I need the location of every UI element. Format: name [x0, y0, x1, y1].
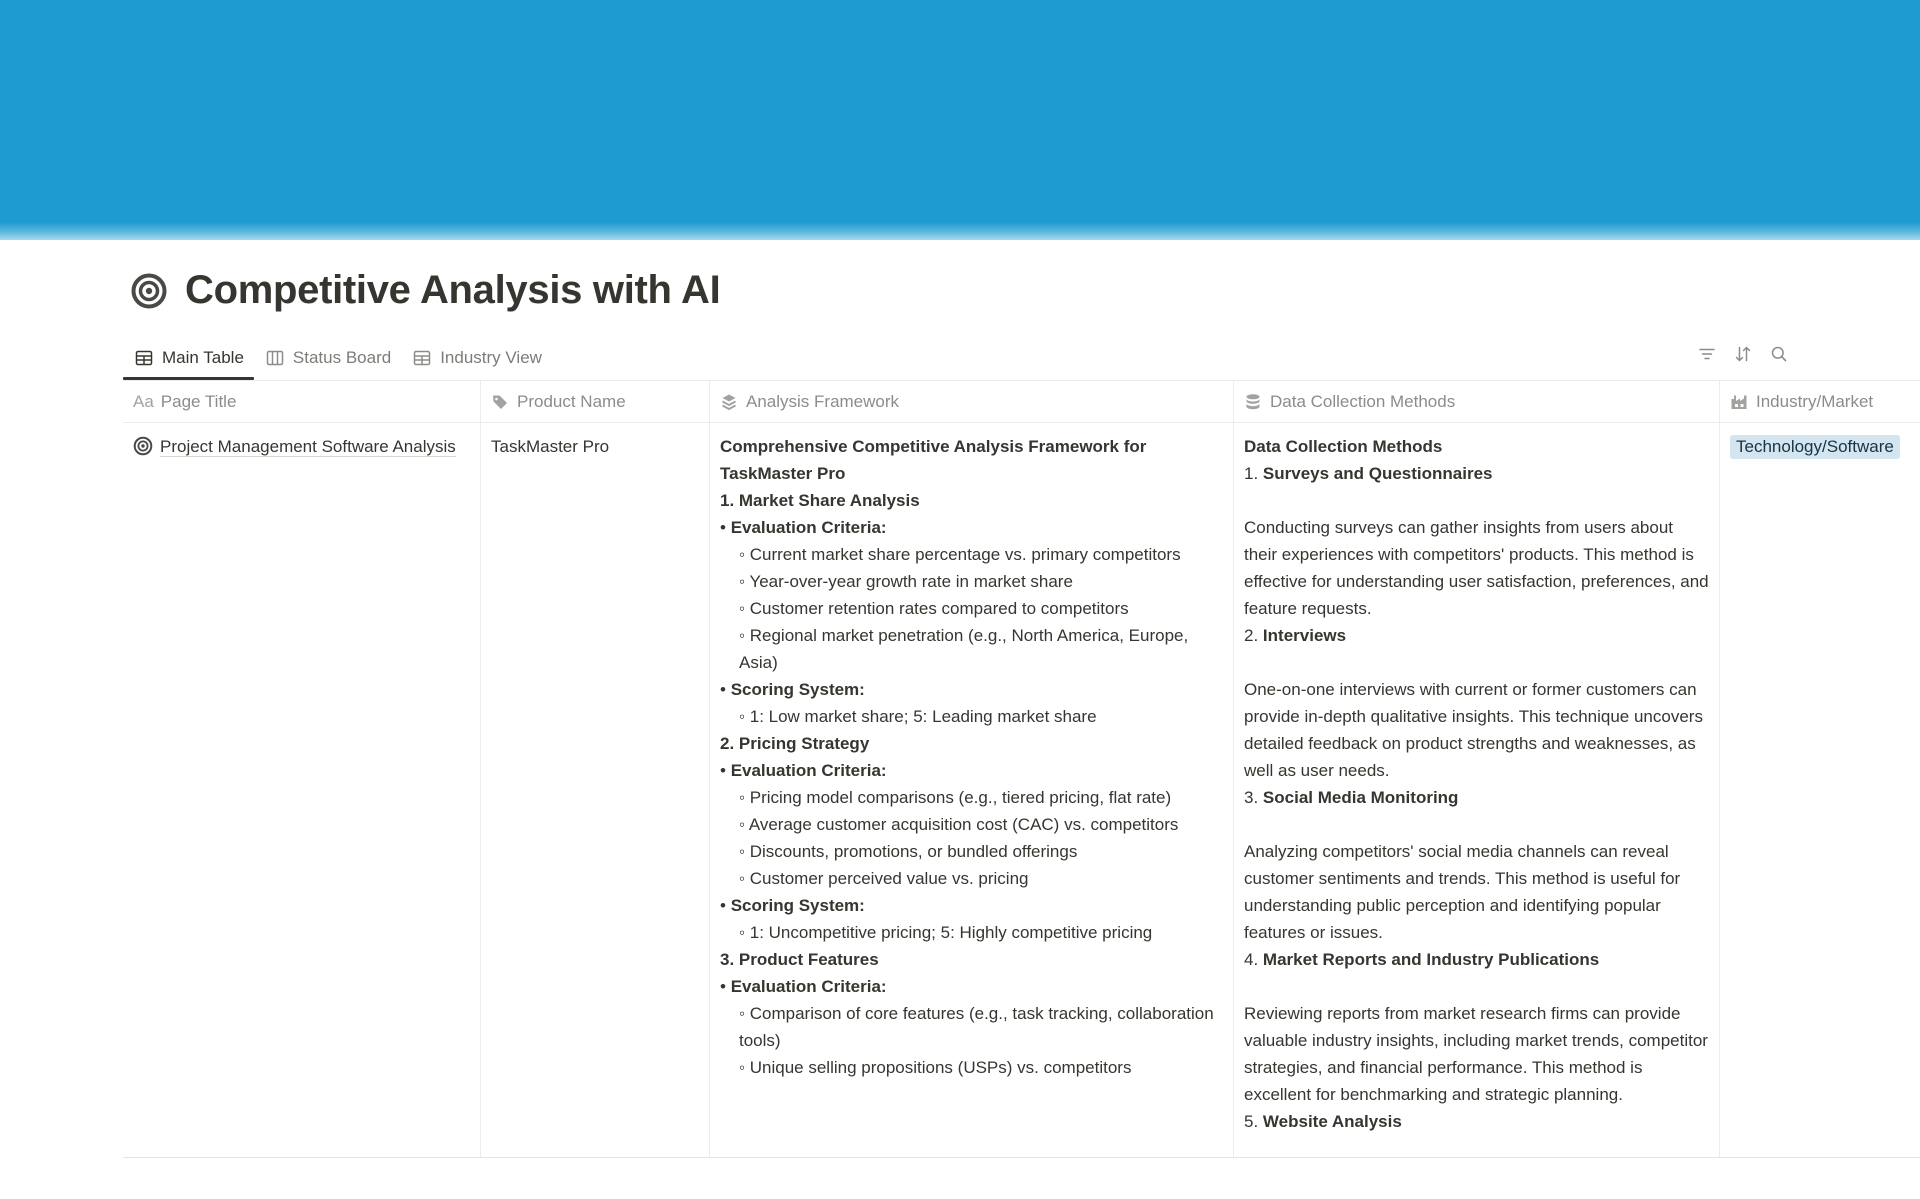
tab-label: Main Table — [162, 348, 244, 367]
sort-button[interactable] — [1732, 343, 1754, 365]
framework-bullet: • Scoring System: — [720, 896, 865, 915]
cell-analysis-framework[interactable] — [710, 423, 1234, 1157]
tag-icon — [491, 393, 509, 411]
framework-sub-bullet: ◦ Customer retention rates compared to competitors — [739, 599, 1129, 618]
method-description: One-on-one interviews with current or former customers can provide in-depth qualitative insights. This technique uncovers detailed feedback on product strengths and weaknesses, as well as user needs. — [1244, 680, 1703, 780]
column-label: Page Title — [160, 391, 237, 411]
tab-status-board[interactable] — [254, 337, 401, 379]
tab-label: Industry View — [440, 348, 542, 367]
framework-bullet: • Evaluation Criteria: — [720, 518, 887, 537]
page-header — [131, 268, 720, 313]
table-icon — [413, 349, 431, 367]
method-description: Reviewing reports from market research firms can provide valuable industry insights, including market trends, competitor strategies, and financial performance. This method is excellent for benchmarking and strategic planning. — [1244, 1004, 1708, 1104]
column-label: Industry/Market — [1756, 391, 1874, 411]
column-header-industry-market[interactable] — [1720, 381, 1920, 422]
column-header-page-title[interactable] — [123, 381, 481, 422]
framework-sub-bullet: ◦ Discounts, promotions, or bundled offerings — [739, 842, 1078, 861]
industry-tag: Technology/Software — [1730, 435, 1900, 459]
framework-sub-bullet: ◦ Average customer acquisition cost (CAC) vs. competitors — [739, 815, 1179, 834]
cell-industry-market[interactable] — [1720, 423, 1920, 1157]
factory-icon — [1730, 393, 1748, 411]
method-title: 5. Website Analysis — [1244, 1112, 1402, 1131]
layers-icon — [720, 393, 738, 411]
column-header-analysis-framework[interactable] — [710, 381, 1234, 422]
search-icon — [1770, 345, 1788, 363]
cell-data-collection[interactable] — [1234, 423, 1720, 1157]
table-header-row — [123, 381, 1920, 423]
view-toolbar — [1696, 343, 1790, 365]
method-description: Conducting surveys can gather insights from users about their experiences with competitors' products. This method is effective for understanding user satisfaction, preferences, and feature requests. — [1244, 518, 1709, 618]
framework-sub-bullet: ◦ Current market share percentage vs. primary competitors — [739, 545, 1181, 564]
framework-sub-bullet: ◦ Comparison of core features (e.g., task tracking, collaboration tools) — [739, 1004, 1214, 1050]
column-header-data-collection[interactable] — [1234, 381, 1720, 422]
methods-heading: Data Collection Methods — [1244, 437, 1443, 456]
view-tabs — [123, 337, 552, 379]
text-aa-icon: Aa — [133, 391, 154, 411]
database-table — [123, 381, 1920, 1158]
filter-icon — [1698, 345, 1716, 363]
target-icon — [133, 436, 153, 456]
search-button[interactable] — [1768, 343, 1790, 365]
framework-section-title: 2. Pricing Strategy — [720, 734, 870, 753]
method-description: Analyzing competitors' social media channels can reveal customer sentiments and trends. This method is useful for understanding public perception and identifying popular features or issues. — [1244, 842, 1681, 942]
framework-bullet: • Evaluation Criteria: — [720, 977, 887, 996]
cell-page-title[interactable] — [123, 423, 481, 1157]
tab-industry-view[interactable] — [401, 337, 552, 379]
tab-main-table[interactable] — [123, 337, 254, 379]
framework-sub-bullet: ◦ Pricing model comparisons (e.g., tiered pricing, flat rate) — [739, 788, 1172, 807]
framework-bullet: • Evaluation Criteria: — [720, 761, 887, 780]
product-name-value: TaskMaster Pro — [491, 437, 610, 456]
method-title: 2. Interviews — [1244, 626, 1347, 645]
sort-icon — [1734, 345, 1752, 363]
column-label: Product Name — [517, 391, 626, 411]
target-icon[interactable] — [131, 273, 167, 309]
method-title: 3. Social Media Monitoring — [1244, 788, 1459, 807]
tab-label: Status Board — [292, 348, 392, 367]
framework-sub-bullet: ◦ 1: Low market share; 5: Leading market share — [739, 707, 1097, 726]
row-page-link[interactable]: Project Management Software Analysis — [160, 437, 456, 456]
table-row — [123, 423, 1920, 1158]
cell-product-name[interactable] — [481, 423, 710, 1157]
method-title: 1. Surveys and Questionnaires — [1244, 464, 1493, 483]
database-icon — [1244, 393, 1262, 411]
framework-sub-bullet: ◦ Regional market penetration (e.g., North America, Europe, Asia) — [739, 626, 1189, 672]
framework-sub-bullet: ◦ Unique selling propositions (USPs) vs. competitors — [739, 1058, 1132, 1077]
framework-section-title: 3. Product Features — [720, 950, 879, 969]
filter-button[interactable] — [1696, 343, 1718, 365]
method-title: 4. Market Reports and Industry Publications — [1244, 950, 1600, 969]
table-icon — [135, 349, 153, 367]
page-cover — [0, 0, 1920, 240]
framework-bullet: • Scoring System: — [720, 680, 865, 699]
column-label: Analysis Framework — [746, 391, 900, 411]
page-title[interactable]: Competitive Analysis with AI — [185, 268, 721, 312]
column-header-product-name[interactable] — [481, 381, 710, 422]
framework-heading: Comprehensive Competitive Analysis Framework for TaskMaster Pro — [720, 437, 1147, 483]
board-icon — [266, 349, 284, 367]
framework-sub-bullet: ◦ Customer perceived value vs. pricing — [739, 869, 1029, 888]
column-label: Data Collection Methods — [1270, 391, 1456, 411]
framework-section-title: 1. Market Share Analysis — [720, 491, 920, 510]
framework-sub-bullet: ◦ 1: Uncompetitive pricing; 5: Highly competitive pricing — [739, 923, 1153, 942]
framework-sub-bullet: ◦ Year-over-year growth rate in market share — [739, 572, 1073, 591]
